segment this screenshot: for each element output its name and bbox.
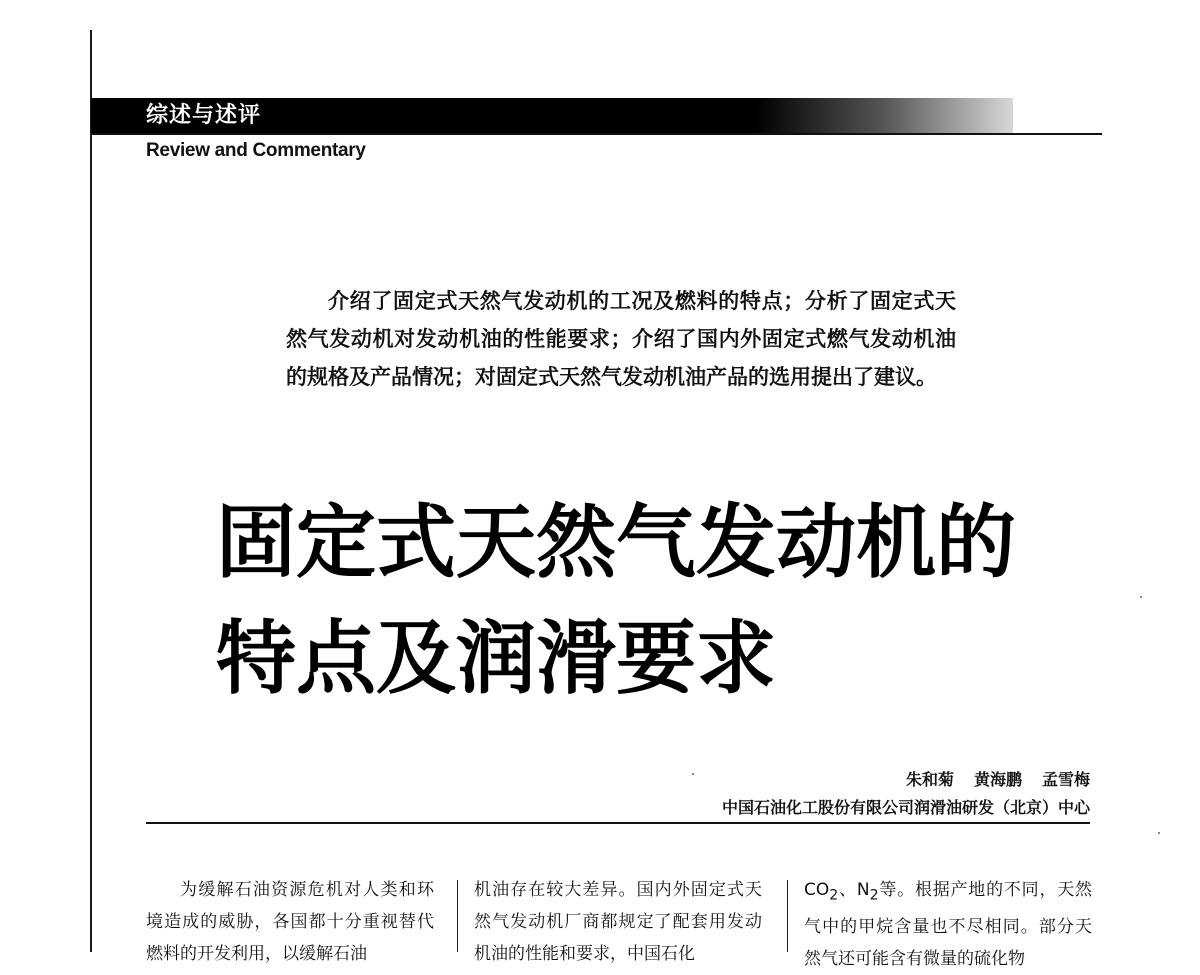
article-title-line-1: 固定式天然气发动机的: [216, 495, 1016, 589]
author-list: [886, 767, 1090, 790]
column3-text-rest: 等。根据产地的不同，天然气中的甲烷含量也不尽相同。部分天然气还可能含有微量的硫化物: [804, 880, 1093, 970]
column3-text-n: 、N: [838, 880, 870, 900]
author-name: 黄海鹏: [973, 770, 1022, 789]
body-column-3: [804, 874, 1092, 975]
scan-speck: [1140, 596, 1142, 598]
author-name: 孟雪梅: [1041, 770, 1090, 789]
section-header-rule: [91, 133, 1102, 135]
article-title-line-2: 特点及润滑要求: [216, 611, 776, 705]
scan-speck: [1158, 832, 1160, 834]
column-divider: [457, 880, 458, 952]
scan-speck: [692, 773, 694, 775]
abstract: 介绍了固定式天然气发动机的工况及燃料的特点；分析了固定式天然气发动机对发动机油的性能要求；介绍了国内外固定式燃气发动机油的规格及产品情况；对固定式天然气发动机油产品的选用提出了建议。: [286, 288, 956, 389]
byline-rule: [146, 822, 1090, 824]
column-divider: [787, 880, 788, 952]
section-title-cn: 综述与述评: [146, 103, 262, 128]
subscript: 2: [829, 887, 839, 904]
body-column-2: 机油存在较大差异。国内外固定式天然气发动机厂商都规定了配套用发动机油的性能和要求，中国石化: [474, 880, 762, 964]
body-column-1: 为缓解石油资源危机对人类和环境造成的威胁，各国都十分重视替代燃料的开发利用，以缓解石油: [146, 880, 434, 964]
section-title-en: Review and Commentary: [146, 140, 366, 161]
author-name: 朱和菊: [905, 770, 954, 789]
column3-text-co: CO: [804, 880, 830, 900]
subscript: 2: [869, 887, 879, 904]
page-margin-rule: [90, 30, 92, 952]
author-affiliation: 中国石油化工股份有限公司润滑油研发（北京）中心: [721, 798, 1090, 817]
